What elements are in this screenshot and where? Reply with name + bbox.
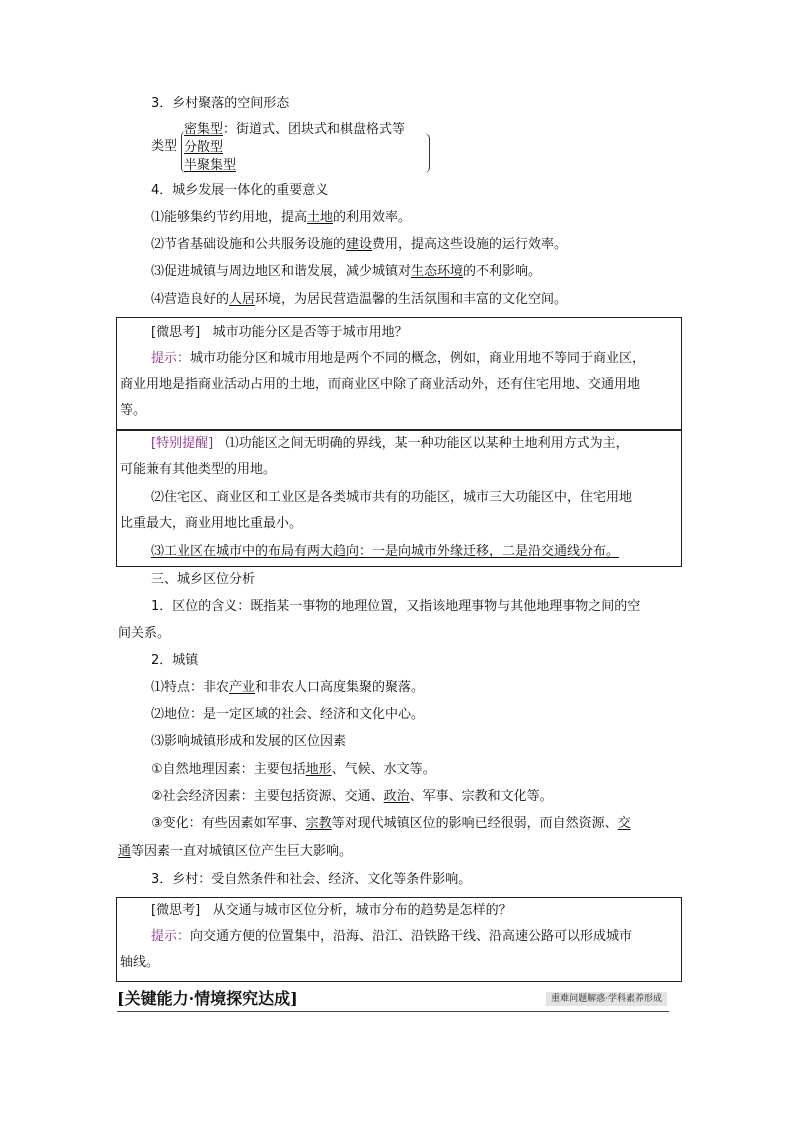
banner-tag: 重难问题解惑·学科素养形成 xyxy=(546,992,667,1006)
reminder-box xyxy=(116,430,682,567)
think-hint-line: 商业用地是指商业活动占用的土地，而商业区中除了商业活动外，还有住宅用地、交通用地 xyxy=(120,377,641,392)
reminder-line: 比重最大，商业用地比重最小。 xyxy=(120,516,303,531)
paragraph: ⑵地位：是一定区域的社会、经济和文化中心。 xyxy=(151,707,425,722)
list-item: ⑵节省基础设施和公共服务设施的建设费用，提高这些设施的运行效率。 xyxy=(151,237,568,252)
think-box xyxy=(116,897,682,982)
banner-title: [关键能力·情境探究达成] xyxy=(117,989,298,1008)
right-brace xyxy=(423,133,430,173)
paragraph: 3．乡村：受自然条件和社会、经济、文化等条件影响。 xyxy=(151,872,472,887)
think-box xyxy=(116,317,682,430)
paragraph: ⑶影响城镇形成和发展的区位因素 xyxy=(151,734,347,749)
paragraph: 1．区位的含义：既指某一事物的地理位置，又指该地理事物与其他地理事物之间的空 xyxy=(151,599,641,614)
type-item: 分散型 xyxy=(184,140,224,155)
paragraph: ③变化：有些因素如军事、宗教等对现代城镇区位的影响已经很弱，而自然资源、交 xyxy=(151,816,631,831)
think-hint-line: 等。 xyxy=(120,403,147,418)
think-question: [微思考] 从交通与城市区位分析，城市分布的趋势是怎样的？ xyxy=(151,903,512,918)
section-heading: 3．乡村聚落的空间形态 xyxy=(151,96,290,111)
paragraph: 通等因素一直对城镇区位产生巨大影响。 xyxy=(118,844,353,859)
paragraph: ①自然地理因素：主要包括地形、气候、水文等。 xyxy=(151,762,436,777)
paragraph: 2．城镇 xyxy=(151,653,199,668)
section-heading: 三、城乡区位分析 xyxy=(151,572,256,587)
paragraph: ⑴特点：非农产业和非农人口高度集聚的聚落。 xyxy=(151,680,425,695)
think-hint: 提示：城市功能分区和城市用地是两个不同的概念，例如，商业用地不等同于商业区， xyxy=(151,351,646,366)
think-hint-line: 轴线。 xyxy=(120,955,160,970)
banner-divider xyxy=(117,1011,669,1012)
list-item: ⑶促进城镇与周边地区和谐发展，减少城镇对生态环境的不利影响。 xyxy=(151,264,542,279)
paragraph: ②社会经济因素：主要包括资源、交通、政治、军事、宗教和文化等。 xyxy=(151,789,553,804)
type-label: 类型 xyxy=(151,139,178,154)
reminder-line: [特别提醒] ⑴功能区之间无明确的界线，某一种功能区以某种土地利用方式为主， xyxy=(151,436,629,451)
type-item: 密集型：街道式、团块式和棋盘格式等 xyxy=(184,122,406,137)
section-heading: 4．城乡发展一体化的重要意义 xyxy=(151,183,329,198)
list-item: ⑴能够集约节约用地，提高土地的利用效率。 xyxy=(151,210,412,225)
paragraph: 间关系。 xyxy=(118,626,171,641)
reminder-line: 可能兼有其他类型的用地。 xyxy=(120,462,277,477)
type-item: 半聚集型 xyxy=(184,158,237,173)
think-hint: 提示：向交通方便的位置集中，沿海、沿江、沿铁路干线、沿高速公路可以形成城市 xyxy=(151,929,633,944)
think-question: [微思考] 城市功能分区是否等于城市用地？ xyxy=(151,325,408,340)
reminder-line: ⑶工业区在城市中的布局有两大趋向：一是向城市外缘迁移，二是沿交通线分布。 xyxy=(151,544,620,559)
list-item: ⑷营造良好的人居环境，为居民营造温馨的生活氛围和丰富的文化空间。 xyxy=(151,292,568,307)
section-banner xyxy=(117,988,669,1012)
reminder-line: ⑵住宅区、商业区和工业区是各类城市共有的功能区，城市三大功能区中，住宅用地 xyxy=(151,490,633,505)
